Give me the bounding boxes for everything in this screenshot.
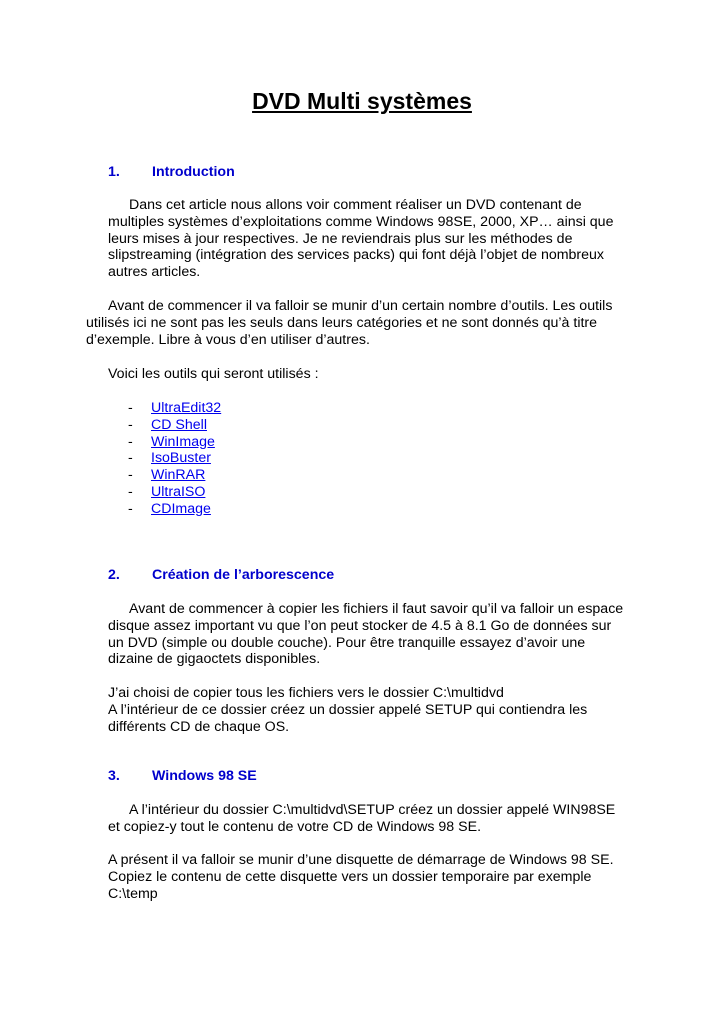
arbo-paragraph-2 (108, 685, 587, 735)
paragraph-line: J’ai choisi de copier tous les fichiers vers le dossier C:\multidvd (108, 685, 504, 701)
win98-paragraph-2 (108, 852, 614, 902)
arbo-paragraph-1 (108, 601, 623, 668)
paragraph-line: A l’intérieur du dossier C:\multidvd\SETUP créez un dossier appelé WIN98SE (129, 802, 616, 818)
paragraph-line: multiples systèmes d’exploitations comme Windows 98SE, 2000, XP… ainsi que (108, 213, 614, 230)
paragraph-line: autres articles. (108, 264, 201, 281)
tool-link-winrar[interactable]: WinRAR (151, 467, 206, 484)
intro-paragraph-2 (86, 298, 612, 348)
paragraph-line: différents CD de chaque OS. (108, 718, 290, 735)
list-item (128, 417, 221, 434)
list-item (128, 400, 221, 417)
section-number: 2. (108, 567, 120, 583)
list-dash: - (128, 500, 133, 517)
paragraph-line: Avant de commencer il va falloir se munir d’un certain nombre d’outils. Les outils (108, 298, 613, 314)
list-dash: - (128, 483, 133, 500)
paragraph-line: disque assez important vu que l’on peut stocker de 4.5 à 8.1 Go de données sur (108, 617, 612, 634)
section-title: Introduction (152, 164, 235, 180)
tool-link-ultraiso[interactable]: UltraISO (151, 483, 206, 500)
tool-link-winimage[interactable]: WinImage (151, 433, 215, 450)
section-title: Windows 98 SE (152, 768, 257, 784)
document-title: DVD Multi systèmes (252, 88, 472, 114)
tool-link-isobuster[interactable]: IsoBuster (151, 450, 211, 467)
paragraph-line: Dans cet article nous allons voir comment réaliser un DVD contenant de (129, 197, 582, 213)
tool-link-cdimage[interactable]: CDImage (151, 500, 211, 517)
list-dash: - (128, 450, 133, 467)
list-item (128, 450, 221, 467)
paragraph-line: slipstreaming (intégration des services packs) qui font déjà l’objet de nombreux (108, 247, 605, 264)
paragraph-line: d’exemple. Libre à vous d’en utiliser d’autres. (86, 331, 370, 348)
section-heading-arborescence (108, 567, 334, 584)
list-item (128, 484, 221, 501)
paragraph-line: A l’intérieur de ce dossier créez un dossier appelé SETUP qui contiendra les (108, 701, 588, 718)
paragraph-line: Voici les outils qui seront utilisés : (108, 366, 319, 382)
section-number: 3. (108, 768, 120, 784)
tool-link-cd-shell[interactable]: CD Shell (151, 416, 207, 433)
paragraph-line: leurs mises à jour respectives. Je ne reviendrais plus sur les méthodes de (108, 230, 573, 247)
section-number: 1. (108, 164, 120, 180)
paragraph-line: dizaine de gigaoctets disponibles. (108, 651, 321, 668)
section-heading-introduction (108, 164, 235, 181)
list-dash: - (128, 433, 133, 450)
paragraph-line: un DVD (simple ou double couche). Pour être tranquille essayez d’avoir une (108, 634, 586, 651)
section-heading-windows-98-se (108, 768, 257, 785)
paragraph-line: utilisés ici ne sont pas les seuls dans leurs catégories et ne sont donnés qu’à titre (86, 314, 598, 331)
list-item (128, 434, 221, 451)
list-dash: - (128, 467, 133, 484)
paragraph-line: Avant de commencer à copier les fichiers il faut savoir qu’il va falloir un espace (129, 601, 624, 617)
paragraph-line: et copiez-y tout le contenu de votre CD de Windows 98 SE. (108, 818, 482, 835)
paragraph-line: C:\temp (108, 885, 158, 902)
list-item (128, 467, 221, 484)
section-title: Création de l’arborescence (152, 567, 335, 583)
paragraph-line: Copiez le contenu de cette disquette vers un dossier temporaire par exemple (108, 868, 592, 885)
win98-paragraph-1 (108, 802, 615, 836)
list-item (128, 501, 221, 518)
paragraph-line: A présent il va falloir se munir d’une disquette de démarrage de Windows 98 SE. (108, 852, 614, 868)
intro-paragraph-3 (108, 366, 319, 383)
list-dash: - (128, 400, 133, 416)
tool-link-ultraedit32[interactable]: UltraEdit32 (151, 400, 222, 416)
intro-paragraph-1 (108, 197, 613, 281)
list-dash: - (128, 416, 133, 433)
tools-list (128, 400, 221, 518)
